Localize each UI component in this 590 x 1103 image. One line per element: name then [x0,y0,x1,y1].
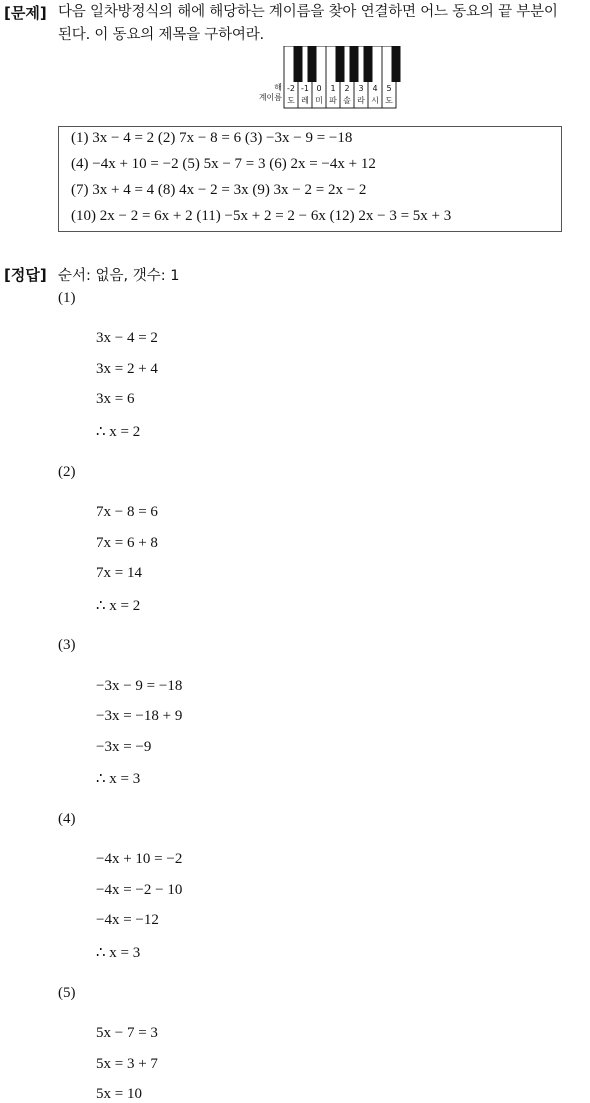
problem-tag: [문제] [4,4,47,22]
answer-tag: [정답] [4,266,47,284]
piano-black-key [294,46,303,82]
piano-black-key [308,46,317,82]
solution-step: 7x = 6 + 8 [96,535,158,551]
answer-header: 순서: 없음, 갯수: 1 [58,268,180,284]
piano-black-key [336,46,345,82]
equations-line-1: (1) 3x − 4 = 2 (2) 7x − 8 = 6 (3) −3x − 9 = −18 [71,130,353,146]
piano-key-solution: -2 [287,84,295,93]
solution-step: ∴ x = 2 [96,598,141,614]
solution-step: 5x − 7 = 3 [96,1025,158,1041]
solution-step: ∴ x = 3 [96,945,141,961]
piano-black-key [392,46,401,82]
piano-key-note: 파 [329,96,337,105]
piano-key-solution: 5 [386,84,392,93]
piano-key-note: 도 [385,96,393,105]
solution-label: (1) [58,290,76,306]
solution-step: 3x = 2 + 4 [96,361,158,377]
solution-step: −3x − 9 = −18 [96,678,183,694]
solution-step: −3x = −18 + 9 [96,708,183,724]
solution-step: 7x = 14 [96,565,142,581]
piano-black-key [364,46,373,82]
solution-label: (3) [58,637,76,653]
piano-black-key [350,46,359,82]
piano-key-note: 도 [287,96,295,105]
equations-line-2: (4) −4x + 10 = −2 (5) 5x − 7 = 3 (6) 2x = −4x + 12 [71,156,376,172]
piano-key-solution: 4 [372,84,378,93]
solution-label: (2) [58,464,76,480]
equations-box [58,126,562,232]
equations-line-4: (10) 2x − 2 = 6x + 2 (11) −5x + 2 = 2 − 6x (12) 2x − 3 = 5x + 3 [71,208,452,224]
piano-key-solution: 3 [358,84,364,93]
solution-step: 5x = 3 + 7 [96,1056,158,1072]
solution-step: −4x = −12 [96,912,159,928]
piano-figure [246,46,406,112]
piano-key-note: 레 [301,96,309,105]
solution-step: 7x − 8 = 6 [96,504,158,520]
piano-key-solution: 1 [330,84,336,93]
problem-line-2: 된다. 이 동요의 제목을 구하여라. [58,27,264,43]
piano-key-note: 솔 [343,96,351,105]
solution-step: −4x = −2 − 10 [96,882,183,898]
piano-keyboard [246,46,406,112]
problem-text [58,1,586,47]
piano-label-notes: 계이름 [258,93,282,102]
problem-line-1: 다음 일차방정식의 해에 해당하는 계이름을 찾아 연결하면 어느 동요의 끝 부분이 [58,4,558,20]
solution-step: −3x = −9 [96,739,152,755]
piano-key-solution: -1 [301,84,309,93]
equations-line-3: (7) 3x + 4 = 4 (8) 4x − 2 = 3x (9) 3x − 2 = 2x − 2 [71,182,367,198]
piano-key-note: 미 [315,96,323,105]
piano-key-note: 시 [371,96,379,105]
solution-step: 3x = 6 [96,391,135,407]
solution-step: −4x + 10 = −2 [96,851,183,867]
solution-label: (5) [58,985,76,1001]
solution-label: (4) [58,811,76,827]
solution-step: ∴ x = 2 [96,424,141,440]
piano-key-note: 라 [357,96,365,105]
solution-step: 5x = 10 [96,1086,142,1102]
piano-key-solution: 2 [344,84,350,93]
piano-label-solution: 해 [274,83,282,92]
solution-step: 3x − 4 = 2 [96,330,158,346]
solution-step: ∴ x = 3 [96,771,141,787]
piano-key-solution: 0 [316,84,322,93]
